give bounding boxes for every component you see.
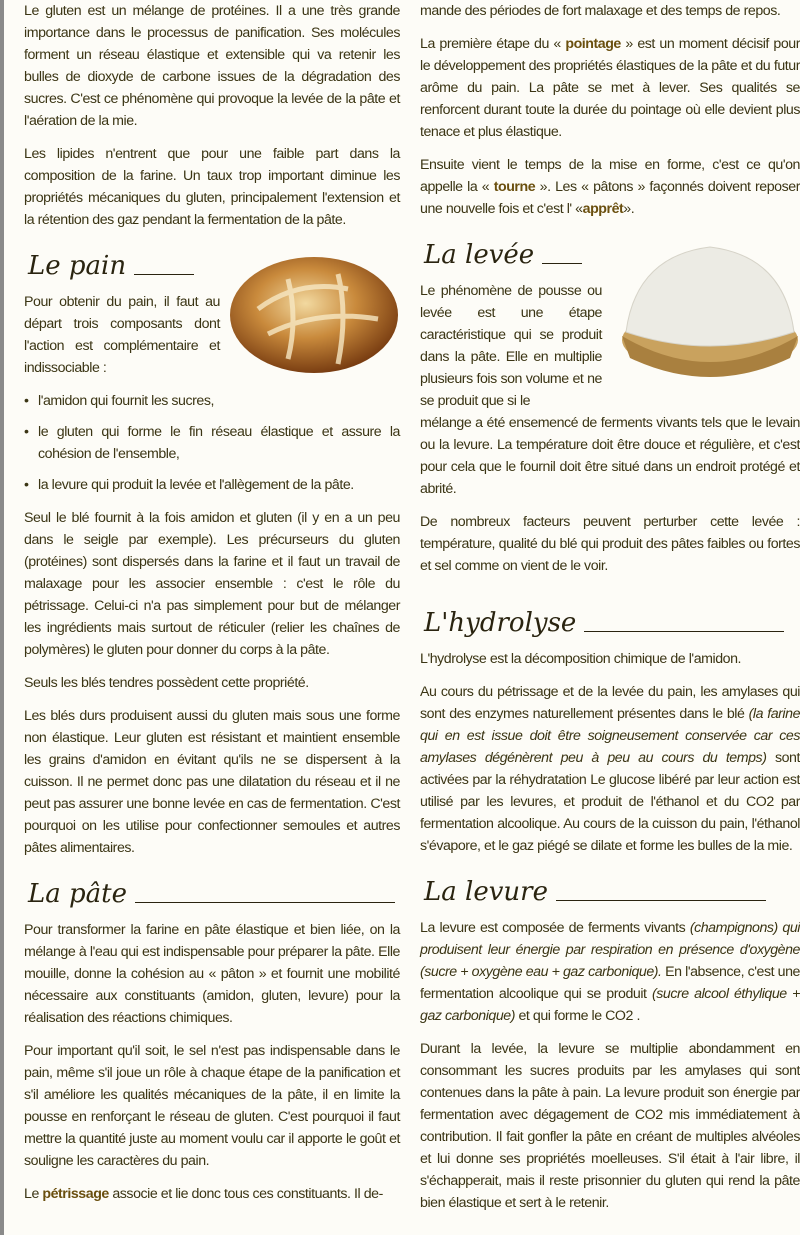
list-item: • le gluten qui forme le fin réseau élastique et assure la cohésion de l'ensemble, bbox=[24, 421, 400, 465]
paragraph: Le gluten est un mélange de protéines. Il a une très grande importance dans le processus de panification. Ses molécules forment un réseau élastique et extensible qui va retenir les bulles de dioxyde de carbone issues de la dégradation des sucres. C'est ce phénomène qui provoque la levée de la pâte et l'aération de la mie. bbox=[24, 3, 400, 129]
levee-section bbox=[420, 238, 800, 588]
heading-text: Le pain bbox=[28, 251, 127, 281]
pain-section bbox=[24, 249, 400, 859]
heading-la-levee bbox=[424, 238, 602, 272]
text: Ensuite vient le temps de la mise en forme, c'est ce qu'on appelle la « bbox=[420, 157, 800, 195]
heading-rule bbox=[135, 902, 395, 903]
italic-text: (champignons) qui produisent leur énergie par respiration en présence d'oxygène (sucre + oxygène eau + gaz carbonique). bbox=[420, 920, 800, 980]
text: sont activées par la réhydratation Le glucose libéré par leur action est utilisé par les levures, et produit de l'éthanol et du CO2 par fermentation alcoolique. Au cours de la cuisson du pain, l'éthanol s'évapore, et le gaz piégé se dilate et forme les bulles de la mie. bbox=[420, 750, 800, 854]
heading-text: L'hydrolyse bbox=[424, 608, 577, 638]
intro-section bbox=[24, 0, 400, 231]
heading-rule bbox=[556, 900, 766, 901]
paragraph: Durant la levée, la levure se multiplie abondamment en consommant les sucres produits par les amylases qui sont contenues dans la pâte à pain. La levure produit son énergie par fermentation avec dégagement de CO2 mis immédiatement à contribution. Il fait gonfler la pâte en créant de multiples alvéoles et lui donne ses propriétés moelleuses. S'il était à l'air libre, il s'échapperait, mais il reste prisonnier du gluten qui rend la pâte bien élastique et sert à le retenir. bbox=[420, 1041, 800, 1211]
paragraph: L'hydrolyse est la décomposition chimique de l'amidon. bbox=[420, 651, 742, 667]
bread-image bbox=[228, 249, 400, 377]
paragraph bbox=[420, 33, 800, 143]
right-top-section bbox=[420, 0, 800, 220]
right-column bbox=[410, 0, 800, 1225]
list-item: • l'amidon qui fournit les sucres, bbox=[24, 390, 400, 412]
paragraph: Pour important qu'il soit, le sel n'est pas indispensable dans le pain, même s'il joue un rôle à chaque étape de la panification et s'il améliore les qualités mécaniques de la pâte, il en limite la pousse en renforçant le réseau de gluten. C'est pourquoi il faut mettre la quantité juste au moment voulu car il apporte le goût et souligne les caractères du pain. bbox=[24, 1043, 400, 1169]
pate-section bbox=[24, 877, 400, 1205]
bold-term: apprêt bbox=[582, 201, 624, 217]
list-item: • la levure qui produit la levée et l'allègement de la pâte. bbox=[24, 474, 400, 496]
paragraph: De nombreux facteurs peuvent perturber cette levée : température, qualité du blé qui produit des pâtes faibles ou fortes et sel comme on vient de le voir. bbox=[420, 514, 800, 574]
text: associe et lie donc tous ces constituants. Il de- bbox=[108, 1186, 383, 1202]
text: Le bbox=[24, 1186, 43, 1202]
page-edge bbox=[0, 0, 4, 1235]
heading-text: La levure bbox=[424, 877, 548, 907]
paragraph: Le phénomène de pousse ou levée est une étape caractéristique qui se produit dans la pâte. Elle en multiplie plusieurs fois son volume et ne se produit que si le bbox=[420, 283, 602, 409]
heading-la-pate bbox=[28, 877, 400, 911]
hydrolyse-section bbox=[420, 606, 800, 857]
paragraph: Seuls les blés tendres possèdent cette propriété. bbox=[24, 675, 309, 691]
levure-section bbox=[420, 875, 800, 1214]
italic-text: (la farine qui en est issue doit être soigneusement conservée car ces amylases dégénèrent peu à peu au cours du temps) bbox=[420, 706, 800, 766]
text: La levure est composée de ferments vivants bbox=[420, 920, 690, 936]
text: » est un moment décisif pour le développement des propriétés élastiques de la pâte et du futur arôme du pain. La pâte se met à lever. Ses qualités se renforcent durant toute la durée du pointage où elle devient plus tenace et plus élastique. bbox=[420, 36, 800, 140]
paragraph bbox=[420, 154, 800, 220]
heading-text: La pâte bbox=[28, 879, 128, 909]
paragraph: Pour obtenir du pain, il faut au départ trois composants dont l'action est complémentaire et indissociable : bbox=[24, 294, 220, 376]
heading-rule bbox=[134, 274, 194, 275]
ingredient-list bbox=[24, 390, 400, 496]
heading-text: La levée bbox=[424, 240, 535, 270]
text: En l'absence, c'est une fermentation alcoolique qui se produit bbox=[420, 964, 800, 1002]
italic-text: (sucre alcool éthylique + gaz carbonique) bbox=[420, 986, 800, 1024]
heading-levure bbox=[424, 875, 800, 909]
paragraph bbox=[420, 917, 800, 1027]
heading-hydrolyse bbox=[424, 606, 800, 640]
bold-term: pointage bbox=[565, 36, 621, 52]
heading-rule bbox=[542, 263, 582, 264]
paragraph: Seul le blé fournit à la fois amidon et gluten (il y en a un peu dans le seigle par exemple). Les précurseurs du gluten (protéines) sont dispersés dans la farine et il faut un travail de malaxage pour les associer ensemble : c'est le rôle du pétrissage. Celui-ci n'a pas simplement pour but de mélanger les ingrédients mais surtout de réticuler (relier les chaînes de polymères) le gluten pour donner du corps à la pâte. bbox=[24, 510, 400, 658]
text: Au cours du pétrissage et de la levée du pain, les amylases qui sont des enzymes naturellement présentes dans le blé bbox=[420, 684, 800, 722]
paragraph: Les blés durs produisent aussi du gluten mais sous une forme non élastique. Leur gluten est résistant et maintient ensemble les grains d'amidon en évitant qu'ils ne se dispersent à la cuisson. Il ne permet donc pas une dilatation du réseau et il ne peut pas assurer une bonne levée en cas de fermentation. C'est pourquoi on les utilise pour confectionner semoules et autres pâtes alimentaires. bbox=[24, 708, 400, 856]
paragraph: Pour transformer la farine en pâte élastique et bien liée, on la mélange à l'eau qui est indispensable pour préparer la pâte. Elle mouille, donne la cohésion au « pâton » et fournit une mobilité nécessaire aux constituants (amidon, gluten, levure) pour la réalisation des réactions chimiques. bbox=[24, 922, 400, 1026]
paragraph: Les lipides n'entrent que pour une faible part dans la composition de la farine. Un taux trop important diminue les propriétés mécaniques du gluten, principalement l'extension et la rétention des gaz pendant la fermentation de la pâte. bbox=[24, 146, 400, 228]
text: ». Les « pâtons » façonnés doivent reposer une nouvelle fois et c'est l' « bbox=[420, 179, 800, 217]
bold-term: tourne bbox=[493, 179, 536, 195]
text: et qui forme le CO2 . bbox=[515, 1008, 640, 1024]
text: La première étape du « bbox=[420, 36, 566, 52]
heading-le-pain bbox=[28, 249, 220, 283]
bold-term: pétrissage bbox=[42, 1186, 109, 1202]
paragraph: mande des périodes de fort malaxage et des temps de repos. bbox=[420, 3, 781, 19]
paragraph: mélange a été ensemencé de ferments vivants tels que le levain ou la levure. La température doit être douce et régulière, et c'est pour cela que le fournil doit être situé dans un endroit protégé et abrité. bbox=[420, 415, 800, 497]
text: ». bbox=[623, 201, 635, 217]
paragraph bbox=[420, 681, 800, 857]
heading-rule bbox=[584, 631, 784, 632]
paragraph bbox=[24, 1183, 400, 1205]
proofing-basket-image bbox=[610, 238, 800, 378]
